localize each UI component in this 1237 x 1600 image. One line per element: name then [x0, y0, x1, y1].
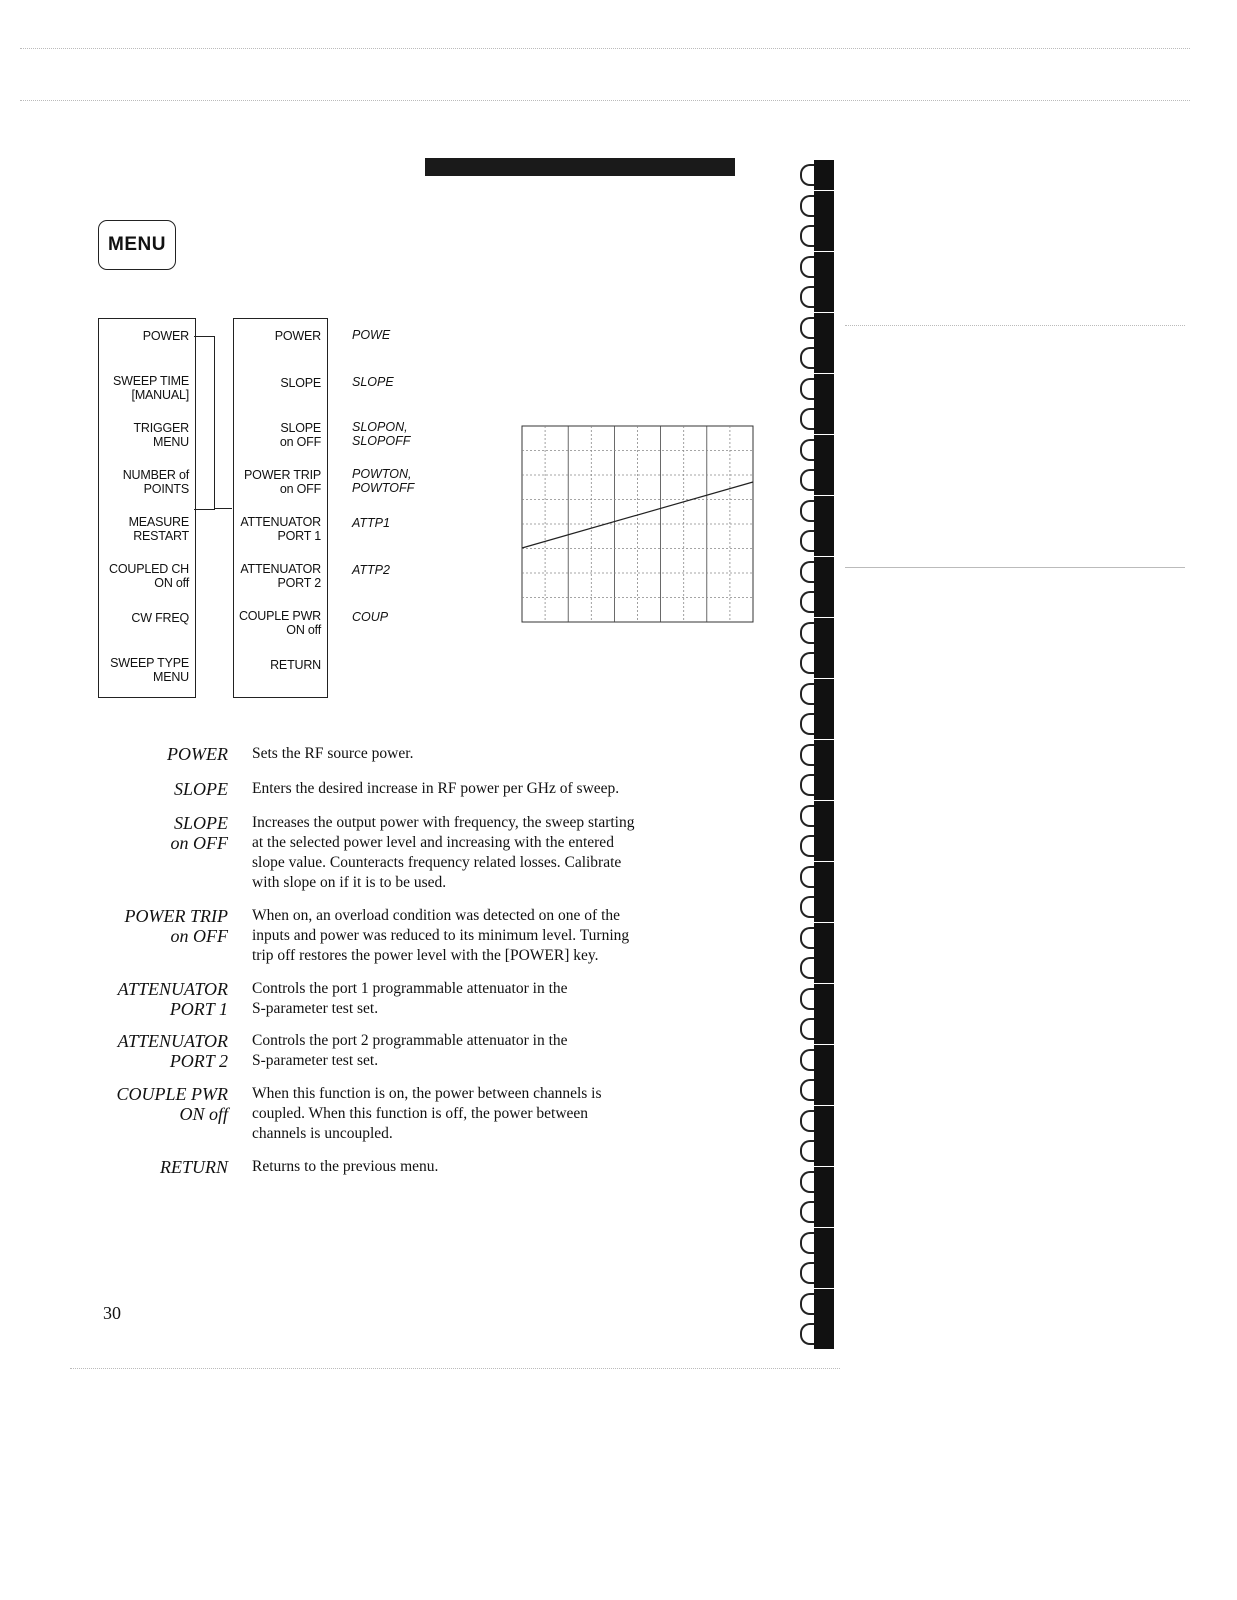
- binding-bar: [814, 1075, 834, 1105]
- binding-bar: [814, 282, 834, 312]
- description-text: [252, 906, 732, 966]
- softkey-label: [133, 421, 189, 449]
- binding-ring: [800, 435, 834, 465]
- softkey-label: [143, 329, 189, 343]
- text-line: ATTP1: [352, 516, 390, 530]
- binding-bar: [814, 1136, 834, 1166]
- binding-ring: [800, 801, 834, 831]
- text-line: ON off: [179, 1104, 228, 1124]
- scan-line: [20, 100, 1190, 101]
- description-text: [252, 1084, 732, 1144]
- softkey-column-power: [233, 318, 328, 698]
- text-line: POINTS: [143, 482, 189, 496]
- binding-ring: [800, 679, 834, 709]
- text-line: [MANUAL]: [131, 388, 189, 402]
- binding-hole: [800, 835, 814, 857]
- binding-ring: [800, 1106, 834, 1136]
- binding-ring: [800, 740, 834, 770]
- text-line: coupled. When this function is off, the power between: [252, 1105, 589, 1122]
- programming-code: [352, 328, 390, 342]
- binding-hole: [800, 469, 814, 491]
- spiral-binding: [788, 160, 836, 1350]
- binding-hole: [800, 1262, 814, 1284]
- binding-bar: [814, 374, 834, 404]
- text-line: channels is uncoupled.: [252, 1125, 393, 1142]
- binding-bar: [814, 1106, 834, 1136]
- binding-ring: [800, 282, 834, 312]
- description-text: [252, 1031, 732, 1071]
- binding-bar: [814, 526, 834, 556]
- binding-hole: [800, 256, 814, 278]
- text-line: on OFF: [170, 833, 228, 853]
- binding-ring: [800, 496, 834, 526]
- softkey-label: [239, 609, 321, 637]
- page-number: 30: [103, 1303, 121, 1323]
- binding-ring: [800, 618, 834, 648]
- binding-ring: [800, 1045, 834, 1075]
- binding-ring: [800, 374, 834, 404]
- binding-ring: [800, 1014, 834, 1044]
- binding-hole: [800, 713, 814, 735]
- description-text: [252, 744, 732, 764]
- programming-code: [352, 610, 388, 624]
- binding-hole: [800, 652, 814, 674]
- softkey-column-main: [98, 318, 196, 698]
- binding-bar: [814, 1197, 834, 1227]
- binding-hole: [800, 1171, 814, 1193]
- text-line: NUMBER of: [122, 468, 189, 482]
- text-line: When on, an overload condition was detected on one of the: [252, 907, 621, 924]
- text-line: POWTON,: [352, 467, 412, 481]
- description-row: [90, 744, 750, 764]
- binding-hole: [800, 866, 814, 888]
- binding-ring: [800, 465, 834, 495]
- text-line: ATTENUATOR: [240, 562, 321, 576]
- binding-bar: [814, 770, 834, 800]
- programming-code: [352, 375, 394, 389]
- description-term: [90, 979, 228, 1019]
- binding-hole: [800, 927, 814, 949]
- binding-bar: [814, 1289, 834, 1319]
- binding-bar: [814, 252, 834, 282]
- binding-ring: [800, 404, 834, 434]
- binding-bar: [814, 953, 834, 983]
- text-line: COUPLE PWR: [238, 609, 321, 623]
- binding-ring: [800, 1319, 834, 1349]
- binding-ring: [800, 831, 834, 861]
- binding-ring: [800, 984, 834, 1014]
- binding-bar: [814, 1167, 834, 1197]
- binding-bar: [814, 740, 834, 770]
- text-line: COUPLE PWR: [116, 1084, 228, 1104]
- text-line: SLOPOFF: [352, 434, 411, 448]
- binding-bar: [814, 1258, 834, 1288]
- softkey-label: [123, 468, 189, 496]
- binding-hole: [800, 896, 814, 918]
- binding-ring: [800, 923, 834, 953]
- binding-hole: [800, 225, 814, 247]
- binding-hole: [800, 683, 814, 705]
- text-line: SWEEP TYPE: [110, 656, 189, 670]
- scan-line: [70, 1368, 840, 1369]
- binding-bar: [814, 557, 834, 587]
- page-header-bar: [425, 158, 735, 176]
- softkey-label: [131, 611, 189, 625]
- binding-ring: [800, 953, 834, 983]
- text-line: TRIGGER: [133, 421, 189, 435]
- binding-ring: [800, 587, 834, 617]
- text-line: SLOPE: [174, 779, 228, 799]
- scan-line: [845, 567, 1185, 568]
- binding-hole: [800, 195, 814, 217]
- text-line: RESTART: [133, 529, 189, 543]
- binding-bar: [814, 221, 834, 251]
- binding-hole: [800, 591, 814, 613]
- binding-hole: [800, 1079, 814, 1101]
- description-text: [252, 779, 732, 799]
- binding-ring: [800, 557, 834, 587]
- binding-ring: [800, 1197, 834, 1227]
- binding-ring: [800, 770, 834, 800]
- text-line: ON off: [154, 576, 189, 590]
- menu-connector: [194, 336, 215, 510]
- binding-bar: [814, 404, 834, 434]
- softkey-label: [240, 562, 321, 590]
- binding-hole: [800, 164, 814, 186]
- binding-hole: [800, 1018, 814, 1040]
- text-line: trip off restores the power level with the [POWER] key.: [252, 947, 599, 964]
- description-term: [90, 1157, 228, 1177]
- binding-ring: [800, 191, 834, 221]
- text-line: POWER: [274, 329, 321, 343]
- binding-hole: [800, 439, 814, 461]
- binding-bar: [814, 343, 834, 373]
- binding-hole: [800, 805, 814, 827]
- binding-hole: [800, 1293, 814, 1315]
- text-line: PORT 1: [277, 529, 321, 543]
- softkey-label: [240, 515, 321, 543]
- text-line: CW FREQ: [131, 611, 189, 625]
- softkey-label: [270, 658, 321, 672]
- description-row: [90, 1157, 750, 1177]
- binding-ring: [800, 1228, 834, 1258]
- binding-hole: [800, 378, 814, 400]
- text-line: PORT 2: [169, 1051, 228, 1071]
- text-line: MENU: [152, 670, 189, 684]
- description-term: [90, 779, 228, 799]
- binding-bar: [814, 892, 834, 922]
- binding-bar: [814, 435, 834, 465]
- description-row: [90, 1084, 750, 1144]
- text-line: on OFF: [279, 482, 321, 496]
- binding-hole: [800, 347, 814, 369]
- binding-ring: [800, 1075, 834, 1105]
- binding-hole: [800, 1140, 814, 1162]
- binding-bar: [814, 648, 834, 678]
- description-text: [252, 979, 732, 1019]
- binding-ring: [800, 1258, 834, 1288]
- binding-bar: [814, 801, 834, 831]
- binding-hole: [800, 1201, 814, 1223]
- binding-bar: [814, 1319, 834, 1349]
- text-line: on OFF: [279, 435, 321, 449]
- binding-hole: [800, 774, 814, 796]
- binding-hole: [800, 530, 814, 552]
- description-term: [90, 1031, 228, 1071]
- description-term: [90, 906, 228, 966]
- text-line: Increases the output power with frequency, the sweep starting: [252, 814, 635, 831]
- text-line: POWER: [167, 744, 228, 764]
- binding-hole: [800, 561, 814, 583]
- programming-code: [352, 467, 414, 495]
- description-term: [90, 813, 228, 893]
- text-line: PORT 1: [169, 999, 228, 1019]
- binding-hole: [800, 957, 814, 979]
- binding-hole: [800, 500, 814, 522]
- binding-bar: [814, 679, 834, 709]
- binding-ring: [800, 1136, 834, 1166]
- description-row: [90, 906, 750, 966]
- text-line: PORT 2: [277, 576, 321, 590]
- binding-bar: [814, 160, 834, 190]
- programming-code: [352, 516, 390, 530]
- description-term: [90, 744, 228, 764]
- text-line: SLOPE: [280, 421, 321, 435]
- text-line: SLOPE: [174, 813, 228, 833]
- text-line: COUPLED CH: [109, 562, 189, 576]
- binding-hole: [800, 1232, 814, 1254]
- binding-ring: [800, 313, 834, 343]
- menu-connector: [214, 508, 232, 509]
- binding-ring: [800, 526, 834, 556]
- text-line: Returns to the previous menu.: [252, 1158, 439, 1175]
- binding-ring: [800, 252, 834, 282]
- text-line: RETURN: [270, 658, 321, 672]
- text-line: POWER: [142, 329, 189, 343]
- binding-hole: [800, 317, 814, 339]
- binding-bar: [814, 923, 834, 953]
- binding-ring: [800, 160, 834, 190]
- text-line: inputs and power was reduced to its minimum level. Turning: [252, 927, 630, 944]
- text-line: MENU: [152, 435, 189, 449]
- description-text: [252, 813, 732, 893]
- binding-bar: [814, 831, 834, 861]
- binding-ring: [800, 648, 834, 678]
- text-line: MEASURE: [128, 515, 189, 529]
- binding-bar: [814, 1014, 834, 1044]
- binding-bar: [814, 984, 834, 1014]
- text-line: ON off: [286, 623, 321, 637]
- description-row: [90, 779, 750, 799]
- binding-hole: [800, 988, 814, 1010]
- text-line: SWEEP TIME: [112, 374, 189, 388]
- binding-hole: [800, 1110, 814, 1132]
- binding-hole: [800, 286, 814, 308]
- binding-bar: [814, 709, 834, 739]
- binding-hole: [800, 1323, 814, 1345]
- text-line: at the selected power level and increasing with the entered: [252, 834, 614, 851]
- description-row: [90, 979, 750, 1019]
- text-line: POWTOFF: [352, 481, 415, 495]
- binding-bar: [814, 313, 834, 343]
- binding-bar: [814, 191, 834, 221]
- softkey-label: [129, 515, 189, 543]
- binding-ring: [800, 892, 834, 922]
- binding-bar: [814, 587, 834, 617]
- text-line: POWE: [352, 328, 391, 342]
- binding-ring: [800, 862, 834, 892]
- text-line: slope value. Counteracts frequency related losses. Calibrate: [252, 854, 622, 871]
- binding-hole: [800, 744, 814, 766]
- binding-hole: [800, 1049, 814, 1071]
- description-row: [90, 813, 750, 893]
- binding-bar: [814, 618, 834, 648]
- binding-bar: [814, 862, 834, 892]
- description-term: [90, 1084, 228, 1144]
- binding-hole: [800, 408, 814, 430]
- binding-ring: [800, 221, 834, 251]
- text-line: COUP: [352, 610, 389, 624]
- programming-code: [352, 563, 390, 577]
- text-line: ATTP2: [352, 563, 390, 577]
- text-line: ATTENUATOR: [240, 515, 321, 529]
- softkey-label: [280, 376, 321, 390]
- text-line: Enters the desired increase in RF power per GHz of sweep.: [252, 780, 620, 797]
- binding-ring: [800, 1289, 834, 1319]
- softkey-label: [110, 656, 189, 684]
- softkey-label: [280, 421, 321, 449]
- text-line: on OFF: [170, 926, 228, 946]
- text-line: with slope on if it is to be used.: [252, 874, 447, 891]
- text-line: ATTENUATOR: [117, 979, 228, 999]
- binding-ring: [800, 709, 834, 739]
- text-line: RETURN: [159, 1157, 228, 1177]
- description-row: [90, 1031, 750, 1071]
- text-line: Controls the port 2 programmable attenuator in the: [252, 1032, 568, 1049]
- scan-line: [20, 48, 1190, 49]
- softkey-label: [109, 562, 189, 590]
- softkey-label: [113, 374, 189, 402]
- programming-code: [352, 420, 410, 448]
- binding-bar: [814, 1045, 834, 1075]
- menu-key: MENU: [98, 220, 176, 270]
- text-line: S-parameter test set.: [252, 1000, 379, 1017]
- scan-line: [845, 325, 1185, 326]
- power-slope-graph: [520, 424, 755, 624]
- binding-bar: [814, 1228, 834, 1258]
- text-line: SLOPE: [352, 375, 394, 389]
- text-line: Controls the port 1 programmable attenuator in the: [252, 980, 568, 997]
- text-line: POWER TRIP: [124, 906, 228, 926]
- softkey-label: [275, 329, 321, 343]
- text-line: ATTENUATOR: [117, 1031, 228, 1051]
- binding-hole: [800, 622, 814, 644]
- softkey-label: [244, 468, 321, 496]
- text-line: When this function is on, the power between channels is: [252, 1085, 602, 1102]
- text-line: SLOPON,: [352, 420, 408, 434]
- text-line: SLOPE: [280, 376, 321, 390]
- binding-ring: [800, 1167, 834, 1197]
- description-text: [252, 1157, 732, 1177]
- text-line: POWER TRIP: [244, 468, 321, 482]
- binding-ring: [800, 343, 834, 373]
- text-line: S-parameter test set.: [252, 1052, 379, 1069]
- text-line: Sets the RF source power.: [252, 745, 414, 762]
- binding-bar: [814, 496, 834, 526]
- binding-bar: [814, 465, 834, 495]
